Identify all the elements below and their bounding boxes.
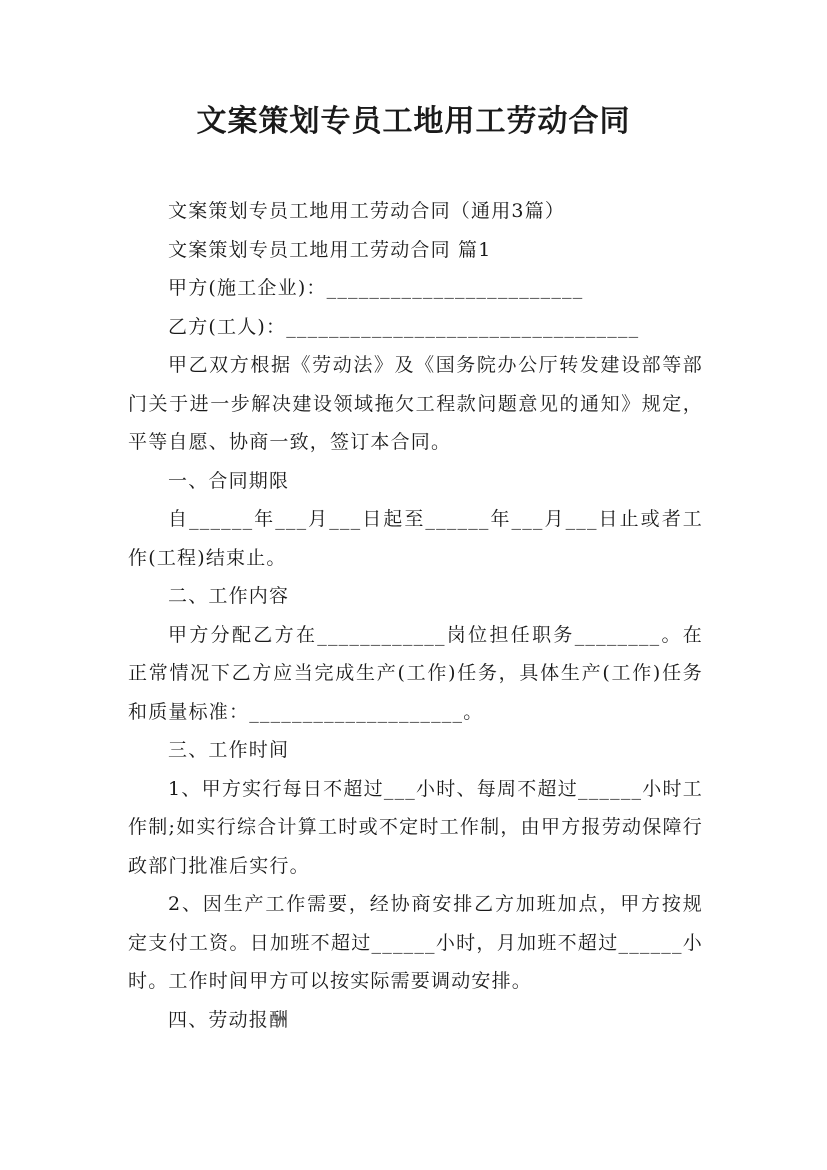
heading-work-content: 二、工作内容: [168, 585, 290, 607]
document-body: [128, 192, 703, 1039]
work-hours-paragraph-1: 1、甲方实行每日不超过___小时、每周不超过______小时工作制;如实行综合计算工时或不定时工作制，由甲方报劳动保障行政部门批准后实行。: [128, 777, 703, 877]
work-content-paragraph: 甲方分配乙方在____________岗位担任职务________。在正常情况下乙方应当完成生产(工作)任务，具体生产(工作)任务和质量标准：____________________。: [128, 623, 703, 723]
party-b-line: 乙方(工人)：_________________________________: [168, 315, 640, 338]
preamble-paragraph: 甲乙双方根据《劳动法》及《国务院办公厅转发建设部等部门关于进一步解决建设领域拖欠工程款问题意见的通知》规定，平等自愿、协商一致，签订本合同。: [128, 354, 703, 453]
document-title: 文案策划专员工地用工劳动合同: [196, 104, 631, 139]
contract-term-paragraph: 自______年___月___日起至______年___月___日止或者工作(工程)结束止。: [128, 508, 703, 569]
heading-contract-term: 一、合同期限: [168, 469, 290, 492]
heading-work-hours: 三、工作时间: [168, 739, 290, 761]
party-a-line: 甲方(施工企业)：________________________: [168, 277, 584, 299]
heading-remuneration: 四、劳动报酬: [168, 1008, 290, 1031]
subtitle: 文案策划专员工地用工劳动合同（通用3篇）: [168, 200, 566, 222]
work-hours-paragraph-2: 2、因生产工作需要，经协商安排乙方加班加点，甲方按规定支付工资。日加班不超过______小时，月加班不超过______小时。工作时间甲方可以按实际需要调动安排。: [128, 893, 703, 992]
section-heading-part1: 文案策划专员工地用工劳动合同 篇1: [168, 238, 492, 261]
